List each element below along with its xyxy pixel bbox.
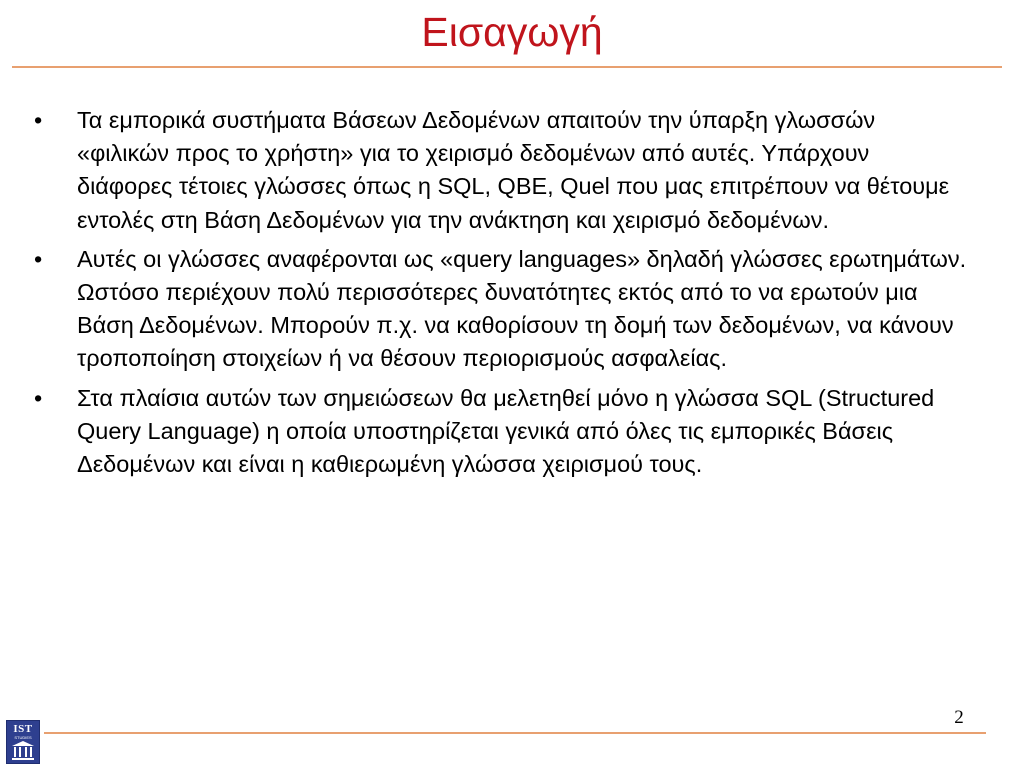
slide-title: Εισαγωγή — [421, 9, 603, 55]
bullet-text: Αυτές οι γλώσσες αναφέρονται ως «query languages» δηλαδή γλώσσες ερωτημάτων. Ωστόσο περιέχουν πολύ περισσότερες δυνατότητες εκτός από το να ερωτούν μια Βάση Δεδομένων. Μπορούν π.χ. να καθορίσουν τη δομή των δεδομένων, να κάνουν τροποποίηση στοιχείων ή να θέσουν περιορισμούς ασφαλείας. — [77, 245, 967, 372]
bullet-item — [28, 382, 968, 482]
bullet-text: Στα πλαίσια αυτών των σημειώσεων θα μελετηθεί μόνο η γλώσσα SQL (Structured Query Language) η οποία υποστηρίζεται γενικά από όλες τις εμπορικές Βάσεις Δεδομένων και είναι η καθιερωμένη γλώσσα χειρισμού τους. — [77, 384, 935, 478]
bullet-marker: • — [34, 384, 43, 411]
logo-subtext: STUDIES — [14, 735, 32, 740]
title-divider — [12, 66, 1002, 68]
bullet-item — [28, 104, 968, 237]
bullet-list — [28, 104, 968, 487]
ist-logo — [6, 720, 40, 764]
logo-text: IST — [13, 723, 33, 735]
bullet-text: Τα εμπορικά συστήματα Βάσεων Δεδομένων απαιτούν την ύπαρξη γλωσσών «φιλικών προς το χρήστη» για το χειρισμό δεδομένων από αυτές. Υπάρχουν διάφορες τέτοιες γλώσσες όπως η SQL, QBE, Quel που μας επιτρέπουν να θέτουμε εντολές στη Βάση Δεδομένων για την ανάκτηση και χειρισμό δεδομένων. — [77, 107, 950, 233]
bullet-marker: • — [34, 107, 43, 133]
bullet-marker: • — [34, 245, 43, 272]
footer-divider — [44, 732, 986, 734]
page-number: 2 — [954, 707, 964, 728]
bullet-item — [28, 243, 968, 376]
columns-emblem-icon — [12, 741, 34, 761]
